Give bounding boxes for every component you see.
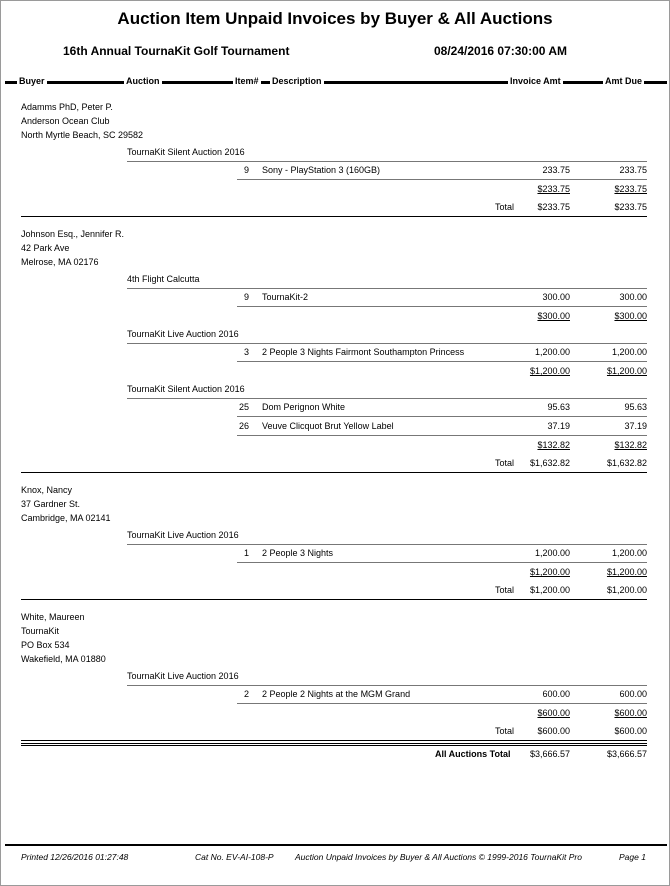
grand-total-rule [21,745,647,746]
item-number: 9 [243,292,249,302]
buyer-address-line: Knox, Nancy [21,485,73,495]
buyer-address-line: Anderson Ocean Club [21,116,110,126]
event-datetime: 08/24/2016 07:30:00 AM [434,44,567,58]
buyer-address-line: TournaKit [21,626,60,636]
auction-name: TournaKit Silent Auction 2016 [127,384,245,394]
item-number: 2 [243,689,249,699]
buyer-total-label: Total [495,458,515,468]
report-title: Auction Item Unpaid Invoices by Buyer & All Auctions [117,9,553,28]
item-invoice-amt: 1,200.00 [534,347,570,357]
subtotal-invoice-amt: $600.00 [537,708,570,718]
buyer-address-line: Melrose, MA 02176 [21,257,99,267]
buyer-address-line: North Myrtle Beach, SC 29582 [21,130,144,140]
auction-name: TournaKit Live Auction 2016 [127,671,239,681]
subtotal-invoice-amt: $1,200.00 [529,366,570,376]
item-rule [237,435,647,436]
buyer-total-label: Total [495,585,515,595]
item-description: Veuve Clicquot Brut Yellow Label [262,421,394,431]
item-amt-due: 95.63 [624,402,647,412]
buyer-total-invoice-amt: $1,200.00 [529,585,570,595]
buyer-address-line: Johnson Esq., Jennifer R. [21,229,125,239]
item-invoice-amt: 233.75 [542,165,570,175]
auction-rule [127,685,647,686]
buyer-total-label: Total [495,202,515,212]
item-amt-due: 233.75 [619,165,647,175]
subtotal-amt-due: $600.00 [614,708,647,718]
item-rule [237,703,647,704]
column-header-description: Description [272,76,322,86]
buyer-address-line: 37 Gardner St. [21,499,81,509]
buyer-total-invoice-amt: $1,632.82 [529,458,570,468]
item-description: TournaKit-2 [262,292,309,302]
buyer-address-line: PO Box 534 [21,640,70,650]
subtotal-invoice-amt: $233.75 [537,184,570,194]
subtotal-amt-due: $132.82 [614,440,647,450]
auction-rule [127,288,647,289]
footer-page: Page 1 [619,852,646,862]
auction-rule [127,161,647,162]
subtotal-amt-due: $233.75 [614,184,647,194]
subtotal-amt-due: $300.00 [614,311,647,321]
item-description: 2 People 3 Nights [262,548,334,558]
grand-total-amt-due: $3,666.57 [606,749,647,759]
buyer-total-amt-due: $600.00 [614,726,647,736]
item-invoice-amt: 95.63 [547,402,570,412]
subtotal-amt-due: $1,200.00 [606,567,647,577]
event-name: 16th Annual TournaKit Golf Tournament [63,44,290,58]
subtotal-invoice-amt: $1,200.00 [529,567,570,577]
grand-total-invoice-amt: $3,666.57 [529,749,570,759]
buyer-total-invoice-amt: $600.00 [537,726,570,736]
item-amt-due: 600.00 [619,689,647,699]
buyer-total-amt-due: $1,200.00 [606,585,647,595]
item-number: 1 [243,548,249,558]
buyer-address-line: White, Maureen [21,612,85,622]
footer-catno: Cat No. EV-AI-108-P [195,852,274,862]
auction-name: TournaKit Live Auction 2016 [127,329,239,339]
buyer-total-invoice-amt: $233.75 [537,202,570,212]
footer-rule [5,844,667,846]
buyer-total-label: Total [495,726,515,736]
subtotal-invoice-amt: $132.82 [537,440,570,450]
column-header-item: Item# [235,76,259,86]
item-number: 9 [243,165,249,175]
buyer-address-line: Cambridge, MA 02141 [21,513,111,523]
column-header-invoice-amt: Invoice Amt [510,76,561,86]
item-amt-due: 1,200.00 [611,347,647,357]
item-amt-due: 1,200.00 [611,548,647,558]
buyer-address-line: 42 Park Ave [21,243,70,253]
item-amt-due: 37.19 [624,421,647,431]
column-header-amt-due: Amt Due [605,76,643,86]
buyer-separator [21,472,647,473]
auction-name: TournaKit Live Auction 2016 [127,530,239,540]
item-description: Sony - PlayStation 3 (160GB) [262,165,381,175]
item-rule [237,416,647,417]
item-rule [237,562,647,563]
item-number: 26 [238,421,249,431]
subtotal-invoice-amt: $300.00 [537,311,570,321]
item-invoice-amt: 1,200.00 [534,548,570,558]
buyer-address-line: Adamms PhD, Peter P. [21,102,113,112]
subtotal-amt-due: $1,200.00 [606,366,647,376]
item-description: Dom Perignon White [262,402,346,412]
buyer-total-amt-due: $1,632.82 [606,458,647,468]
item-invoice-amt: 300.00 [542,292,570,302]
grand-total-label: All Auctions Total [435,749,511,759]
buyer-separator [21,599,647,600]
auction-name: TournaKit Silent Auction 2016 [127,147,245,157]
buyer-separator [21,740,647,741]
buyer-total-amt-due: $233.75 [614,202,647,212]
column-header-buyer: Buyer [19,76,45,86]
item-number: 3 [243,347,249,357]
column-header-auction: Auction [126,76,160,86]
auction-rule [127,343,647,344]
footer-description: Auction Unpaid Invoices by Buyer & All Auctions © 1999-2016 TournaKit Pro [295,852,582,862]
buyer-address-line: Wakefield, MA 01880 [21,654,106,664]
auction-rule [127,398,647,399]
item-description: 2 People 3 Nights Fairmont Southampton Princess [262,347,465,357]
auction-rule [127,544,647,545]
auction-name: 4th Flight Calcutta [127,274,200,284]
item-rule [237,306,647,307]
buyer-separator [21,216,647,217]
item-invoice-amt: 600.00 [542,689,570,699]
item-rule [237,361,647,362]
column-header-rule [5,81,667,84]
item-description: 2 People 2 Nights at the MGM Grand [262,689,411,699]
footer-printed: Printed 12/26/2016 01:27:48 [21,852,129,862]
item-number: 25 [238,402,249,412]
item-invoice-amt: 37.19 [547,421,570,431]
item-rule [237,179,647,180]
grand-total-rule [21,743,647,744]
item-amt-due: 300.00 [619,292,647,302]
